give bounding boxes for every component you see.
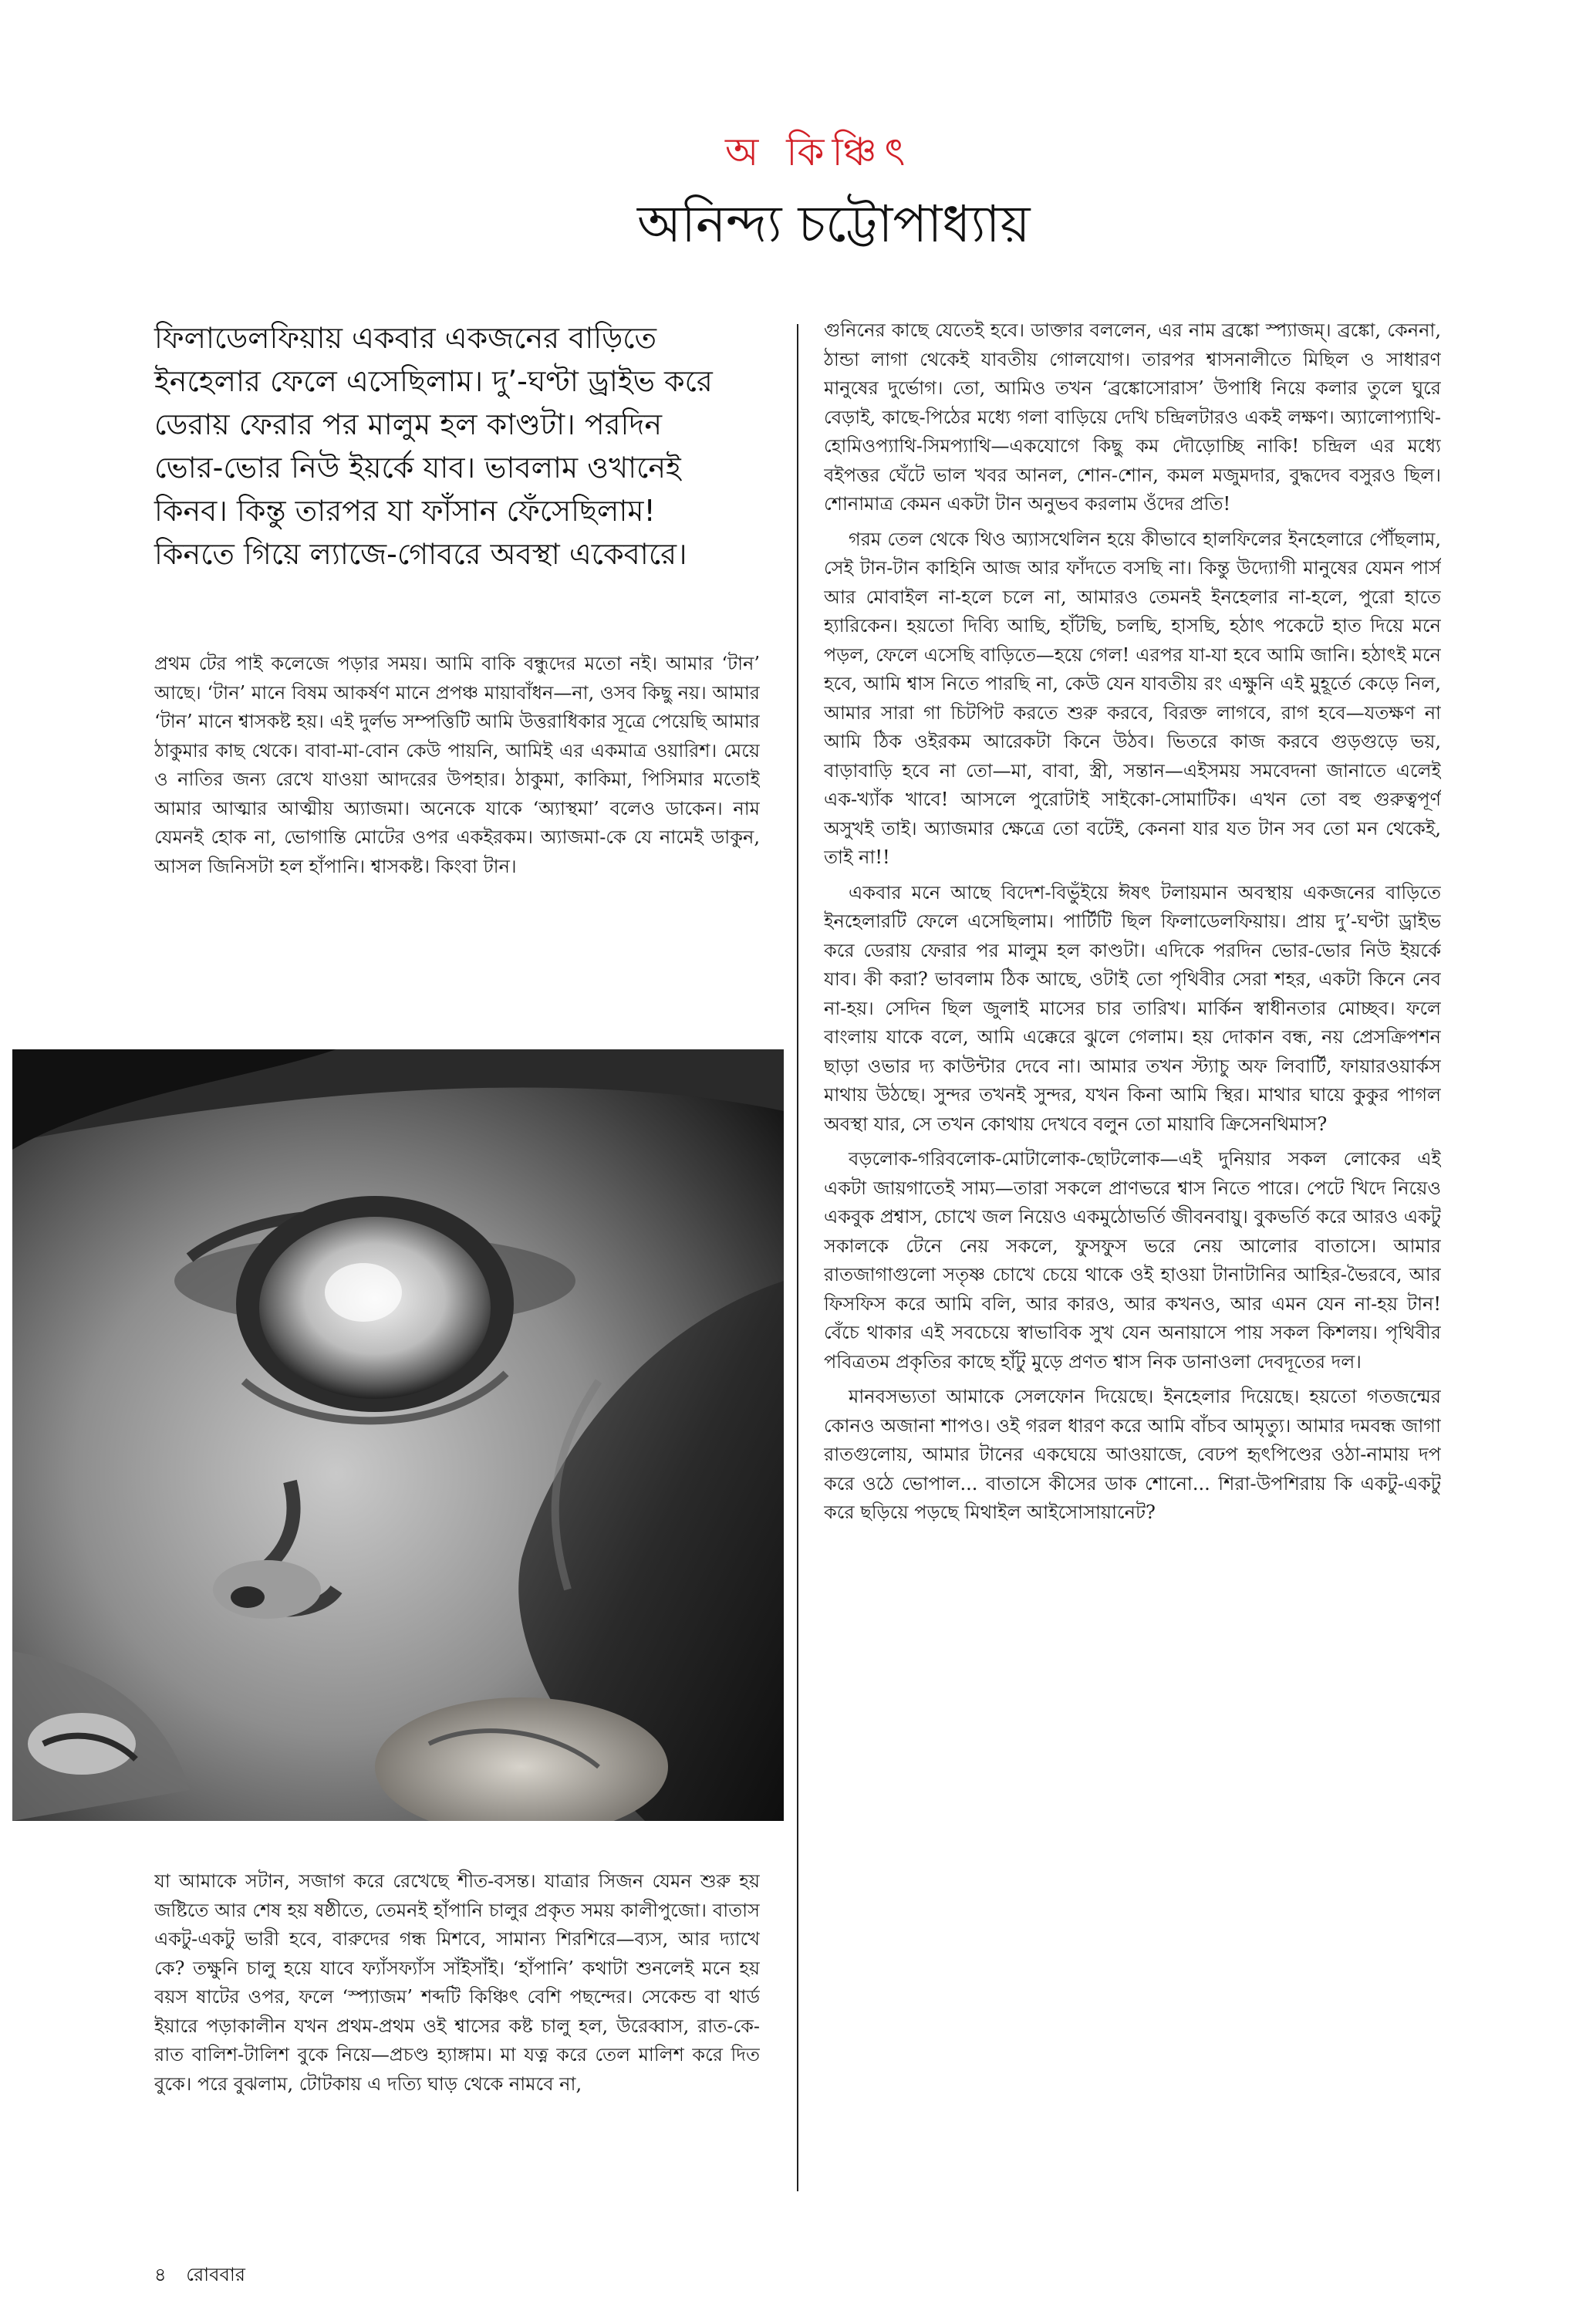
page-number: ৪ bbox=[154, 2264, 167, 2285]
magazine-name: রোববার bbox=[186, 2264, 245, 2285]
pull-quote-line: ডেরায় ফেরার পর মালুম হল কাণ্ডটা। পরদিন bbox=[154, 407, 663, 441]
article-paragraph: মানবসভ্যতা আমাকে সেলফোন দিয়েছে। ইনহেলার দিয়েছে। হয়তো গতজন্মের কোনও অজানা শাপও। ওই গরল ধারণ করে আমি বাঁচব আমৃত্যু। আমার দমবন্ধ জাগা রাতগুলোয়, আমার টানের একঘেয়ে আওয়াজে, বেঢপ হৃৎপিণ্ডের ওঠা-নামায় দপ করে ওঠে ভোপাল... বাতাসে কীসের ডাক শোনো... শিরা-উপশিরায় কি একটু-একটু করে ছড়িয়ে পড়ছে মিথাইল আইসোসায়ানেট? bbox=[824, 1386, 1441, 1523]
article-column-right bbox=[824, 316, 1441, 2199]
child-face-photo bbox=[12, 1049, 784, 1821]
article-paragraph: একবার মনে আছে বিদেশ-বিভুঁইয়ে ঈষৎ টলায়মান অবস্থায় একজনের বাড়িতে ইনহেলারটি ফেলে এসেছিলাম। পার্টিটি ছিল ফিলাডেলফিয়ায়। প্রায় দু’-ঘণ্টা ড্রাইভ করে ডেরায় ফেরার পর মালুম হল কাণ্ডটা। এদিকে পরদিন ভোর-ভোর নিউ ইয়র্কে যাব। কী করা? ভাবলাম ঠিক আছে, ওটাই তো পৃথিবীর সেরা শহর, একটা কিনে নেব না-হয়। সেদিন ছিল জুলাই মাসের চার তারিখ। মার্কিন স্বাধীনতার মোচ্ছব। ফলে বাংলায় যাকে বলে, আমি এক্কেরে ঝুলে গেলাম। হয় দোকান বন্ধ, নয় প্রেসক্রিপশন ছাড়া ওভার দ্য কাউন্টার দেবে না। আমার তখন স্ট্যাচু অফ লিবার্টি, ফায়ারওয়ার্কস মাথায় উঠছে। সুন্দর তখনই সুন্দর, যখন কিনা আমি স্থির। মাথার ঘায়ে কুকুর পাগল অবস্থা যার, সে তখন কোথায় দেখবে বলুন তো মায়াবি ক্রিসেনথিমাস? bbox=[824, 881, 1441, 1135]
section-kicker: অ কিঞ্চিৎ bbox=[725, 130, 913, 174]
pull-quote-line: কিনব। কিন্তু তারপর যা ফাঁসান ফেঁসেছিলাম! bbox=[154, 494, 656, 528]
pull-quote-line: কিনতে গিয়ে ল্যাজে-গোবরে অবস্থা একেবারে। bbox=[154, 537, 687, 571]
article-column-left-top bbox=[154, 650, 760, 1012]
article-paragraph: গরম তেল থেকে থিও অ্যাসথেলিন হয়ে কীভাবে হালফিলের ইনহেলারে পৌঁছলাম, সেই টান-টান কাহিনি আজ আর ফাঁদতে বসছি না। কিন্তু উদ্যোগী মানুষের যেমন পার্স আর মোবাইল না-হলে চলে না, আমারও তেমনই ইনহেলার না-হলে, পুরো হাতে হ্যারিকেন। হয়তো দিব্যি আছি, হাঁটছি, চলছি, হাসছি, হঠাৎ পকেটে হাত দিয়ে মনে পড়ল, ফেলে এসেছি বাড়িতে—হয়ে গেল! এরপর যা-যা হবে আমি জানি। হঠাৎই মনে হবে, আমি শ্বাস নিতে পারছি না, কেউ যেন যাবতীয় রং এক্ষুনি এই মুহূর্তে কেড়ে নিল, আমার সারা গা চিটপিট করতে শুরু করবে, বিরক্ত লাগবে, রাগ হবে—যতক্ষণ না আমি ঠিক ওইরকম আরেকটা কিনে উঠব। ভিতরে কাজ করবে গুড়গুড়ে ভয়, বাড়াবাড়ি হবে না তো—মা, বাবা, স্ত্রী, সন্তান—এইসময় সমবেদনা জানাতে এলেই এক-খ্যাঁক খাবে! আসলে পুরোটাই সাইকো-সোমাটিক। এখন তো বহু গুরুত্বপূর্ণ অসুখই তাই। অ্যাজমার ক্ষেত্রে তো বটেই, কেননা যার যত টান সব তো মন থেকেই, তাই না!! bbox=[824, 528, 1441, 868]
column-divider bbox=[797, 324, 798, 2191]
article-column-left-bottom bbox=[154, 1867, 760, 2253]
article-paragraph: প্রথম টের পাই কলেজে পড়ার সময়। আমি বাকি বন্ধুদের মতো নই। আমার ‘টান’ আছে। ‘টান’ মানে বিষম আকর্ষণ মানে প্রপঞ্চ মায়াবাঁধন—না, ওসব কিছু নয়। আমার ‘টান’ মানে শ্বাসকষ্ট হয়। এই দুর্লভ সম্পত্তিটি আমি উত্তরাধিকার সূত্রে পেয়েছি আমার ঠাকুমার কাছ থেকে। বাবা-মা-বোন কেউ পায়নি, আমিই এর একমাত্র ওয়ারিশ। মেয়ে ও নাতির জন্য রেখে যাওয়া আদরের উপহার। ঠাকুমা, কাকিমা, পিসিমার মতোই আমার আত্মার আত্মীয় অ্যাজমা। অনেকে যাকে ‘অ্যাস্থমা’ বলেও ডাকেন। নাম যেমনই হোক না, ভোগান্তি মোটের ওপর একইরকম। অ্যাজমা-কে যে নামেই ডাকুন, আসল জিনিসটা হল হাঁপানি। শ্বাসকষ্ট। কিংবা টান। bbox=[154, 653, 760, 877]
pull-quote bbox=[154, 316, 756, 576]
article-paragraph: বড়লোক-গরিবলোক-মোটালোক-ছোটলোক—এই দুনিয়ার সকল লোকের এই একটা জায়গাতেই সাম্য—তারা সকলে প্রাণভরে শ্বাস নিতে পারে। পেটে খিদে নিয়েও একবুক প্রশ্বাস, চোখে জল নিয়েও একমুঠোভর্তি জীবনবায়ু। বুকভর্তি করে আরও একটু সকালকে টেনে নেয় সকলে, ফুসফুস ভরে নেয় আলোর বাতাসে। আমার রাতজাগাগুলো সতৃষ্ণ চোখে চেয়ে থাকে ওই হাওয়া টানাটানির আহির-ভৈরবে, আর ফিসফিস করে আমি বলি, আর কারও, আর কখনও, আর এমন যেন না-হয় টান! বেঁচে থাকার এই সবচেয়ে স্বাভাবিক সুখ যেন অনায়াসে পায় সকল কিশলয়। পৃথিবীর পবিত্রতম প্রকৃতির কাছে হাঁটু মুড়ে প্রণত শ্বাস নিক ডানাওলা দেবদূতের দল। bbox=[824, 1148, 1441, 1373]
pull-quote-line: ইনহেলার ফেলে এসেছিলাম। দু’-ঘণ্টা ড্রাইভ করে bbox=[154, 364, 713, 398]
page-footer bbox=[154, 2261, 259, 2292]
pull-quote-line: ভোর-ভোর নিউ ইয়র্কে যাব। ভাবলাম ওখানেই bbox=[154, 451, 681, 485]
author-name: অনিন্দ্য চট্টোপাধ্যায় bbox=[637, 194, 1031, 254]
article-paragraph: যা আমাকে সটান, সজাগ করে রেখেছে শীত-বসন্ত। যাত্রার সিজন যেমন শুরু হয় জষ্টিতে আর শেষ হয় ষষ্ঠীতে, তেমনই হাঁপানি চালুর প্রকৃত সময় কালীপুজো। বাতাস একটু-একটু ভারী হবে, বারুদের গন্ধ মিশবে, সামান্য শিরশিরে—ব্যস, আর দ্যাখে কে? তক্ষুনি চালু হয়ে যাবে ফ্যাঁসফ্যাঁস সাঁইসাঁই। ‘হাঁপানি’ কথাটা শুনলেই মনে হয় বয়স ষাটের ওপর, ফলে ‘স্প্যাজম’ শব্দটি কিঞ্চিৎ বেশি পছন্দের। সেকেন্ড বা থার্ড ইয়ারে পড়াকালীন যখন প্রথম-প্রথম ওই শ্বাসের কষ্ট চালু হল, উরেব্বাস, রাত-কে-রাত বালিশ-টালিশ বুকে নিয়ে—প্রচণ্ড হ্যাঙ্গাম। মা যত্ন করে তেল মালিশ করে দিত বুকে। পরে বুঝলাম, টোটকায় এ দত্যি ঘাড় থেকে নামবে না, bbox=[154, 1870, 760, 2095]
article-photo bbox=[12, 1049, 784, 1821]
pull-quote-line: ফিলাডেলফিয়ায় একবার একজনের বাড়িতে bbox=[154, 321, 657, 355]
article-paragraph: গুনিনের কাছে যেতেই হবে। ডাক্তার বললেন, এর নাম ব্রঙ্কো স্প্যাজম্। ব্রঙ্কো, কেননা, ঠান্ডা লাগা থেকেই যাবতীয় গোলযোগ। তারপর শ্বাসনালীতে মিছিল ও সাধারণ মানুষের দুর্ভোগ। তো, আমিও তখন ‘ব্রঙ্কোসোরাস’ উপাধি নিয়ে কলার তুলে ঘুরে বেড়াই, কাছে-পিঠের মধ্যে গলা বাড়িয়ে দেখি চন্দ্রিলটারও একই লক্ষণ। অ্যালোপ্যাথি-হোমিওপ্যাথি-সিমপ্যাথি—একযোগে কিছু কম দৌড়োচ্ছি নাকি! চন্দ্রিল এর মধ্যে বইপত্তর ঘেঁটে ভাল খবর আনল, শোন-শোন, কমল মজুমদার, বুদ্ধদেব বসুরও ছিল। শোনামাত্র কেমন একটা টান অনুভব করলাম ওঁদের প্রতি! bbox=[824, 319, 1441, 515]
